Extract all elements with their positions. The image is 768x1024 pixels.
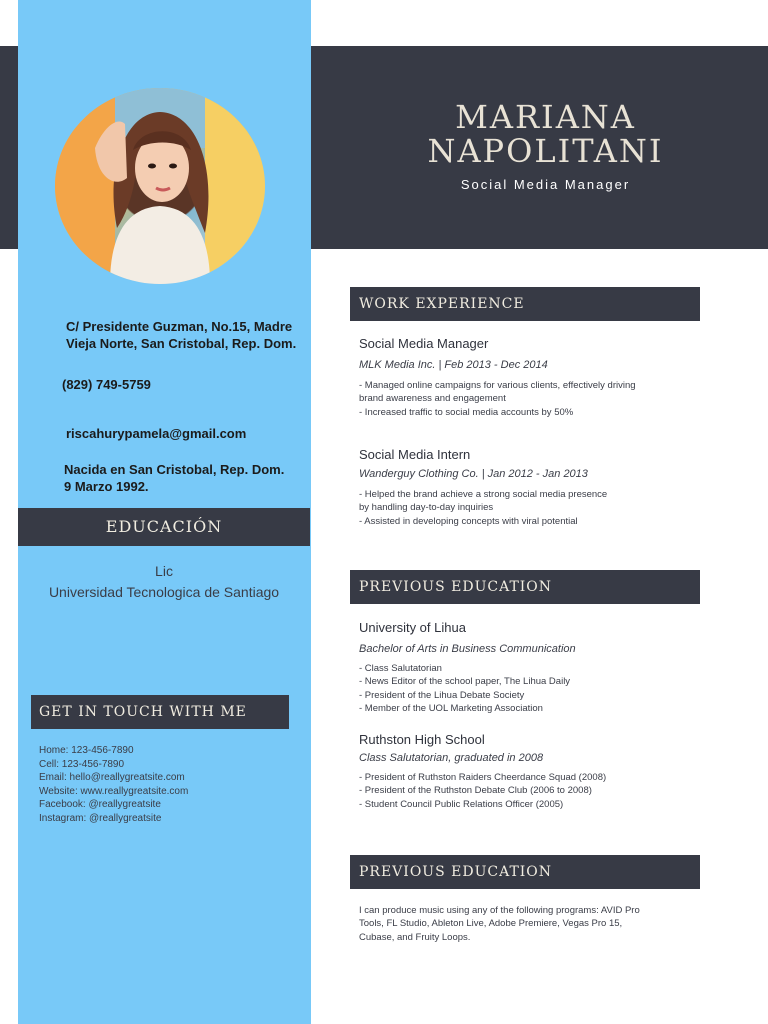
job-title: Social Media Manager — [359, 336, 489, 351]
job-role: Social Media Manager — [460, 177, 631, 192]
job-subtitle: Wanderguy Clothing Co. | Jan 2012 - Jan 2013 — [359, 468, 588, 480]
skills-line: Cubase, and Fruity Loops. — [359, 931, 471, 943]
school-subtitle: Class Salutatorian, graduated in 2008 — [359, 752, 544, 764]
portrait-illustration — [55, 88, 265, 284]
birth-info — [64, 461, 304, 495]
contact-email: Email: hello@reallygreatsite.com — [39, 772, 185, 783]
skills-line: Tools, FL Studio, Ableton Live, Adobe Premiere, Vegas Pro 15, — [359, 918, 623, 930]
work-experience-heading: WORK EXPERIENCE — [350, 287, 700, 321]
contact-facebook: Facebook: @reallygreatsite — [39, 799, 161, 810]
contact-cell: Cell: 123-456-7890 — [39, 758, 125, 770]
email-address: riscahurypamela@gmail.com — [66, 426, 247, 441]
job-bullet: - Helped the brand achieve a strong social media presence — [359, 489, 608, 500]
previous-education-heading: PREVIOUS EDUCATION — [350, 570, 700, 604]
contact-heading: GET IN TOUCH WITH ME — [31, 695, 289, 729]
profile-photo — [55, 88, 265, 284]
contact-instagram: Instagram: @reallygreatsite — [39, 812, 162, 824]
skills-line: I can produce music using any of the following programs: AVID Pro — [359, 905, 640, 916]
education-school: Universidad Tecnologica de Santiago — [48, 584, 280, 600]
job-bullet: by handling day-to-day inquiries — [359, 502, 494, 514]
contact-list — [39, 744, 188, 825]
school-bullet: - Student Council Public Relations Officer (2005) — [359, 798, 564, 810]
phone-number: (829) 749-5759 — [62, 377, 151, 392]
school-bullet: - Member of the UOL Marketing Association — [359, 702, 543, 714]
name-line-1: MARIANA — [455, 98, 636, 136]
school-title: Ruthston High School — [359, 732, 485, 747]
education-degree: Lic — [155, 563, 173, 579]
birth-place: Nacida en San Cristobal, Rep. Dom. — [64, 462, 285, 477]
birth-date: 9 Marzo 1992. — [64, 479, 149, 494]
person-name — [311, 100, 768, 168]
job-title: Social Media Intern — [359, 447, 471, 462]
name-line-2: NAPOLITANI — [427, 132, 664, 170]
contact-website: Website: www.reallygreatsite.com — [39, 785, 189, 797]
address-line-2: Vieja Norte, San Cristobal, Rep. Dom. — [66, 336, 297, 351]
skills-text — [359, 904, 679, 944]
school-bullet: - President of the Lihua Debate Society — [359, 689, 525, 701]
school-bullet: - President of Ruthston Raiders Cheerdance Squad (2008) — [359, 772, 607, 783]
job-bullets — [359, 488, 679, 528]
job-bullet: - Increased traffic to social media accounts by 50% — [359, 406, 574, 418]
address-line-1: C/ Presidente Guzman, No.15, Madre — [66, 319, 293, 334]
school-subtitle: Bachelor of Arts in Business Communication — [359, 643, 576, 655]
school-bullets — [359, 662, 679, 715]
contact-home: Home: 123-456-7890 — [39, 745, 134, 756]
school-bullet: - Class Salutatorian — [359, 663, 442, 674]
skills-heading: PREVIOUS EDUCATION — [350, 855, 700, 889]
school-bullet: - News Editor of the school paper, The Lihua Daily — [359, 676, 571, 688]
job-subtitle: MLK Media Inc. | Feb 2013 - Dec 2014 — [359, 359, 548, 371]
school-bullets — [359, 771, 679, 811]
address — [66, 318, 306, 352]
school-bullet: - President of the Ruthston Debate Club (2006 to 2008) — [359, 785, 592, 797]
job-bullet: brand awareness and engagement — [359, 393, 506, 405]
education-sidebar-heading: EDUCACIÓN — [18, 508, 310, 546]
school-title: University of Lihua — [359, 620, 466, 635]
job-bullet: - Assisted in developing concepts with viral potential — [359, 515, 578, 527]
job-bullet: - Managed online campaigns for various clients, effectively driving — [359, 380, 636, 391]
job-bullets — [359, 379, 679, 419]
